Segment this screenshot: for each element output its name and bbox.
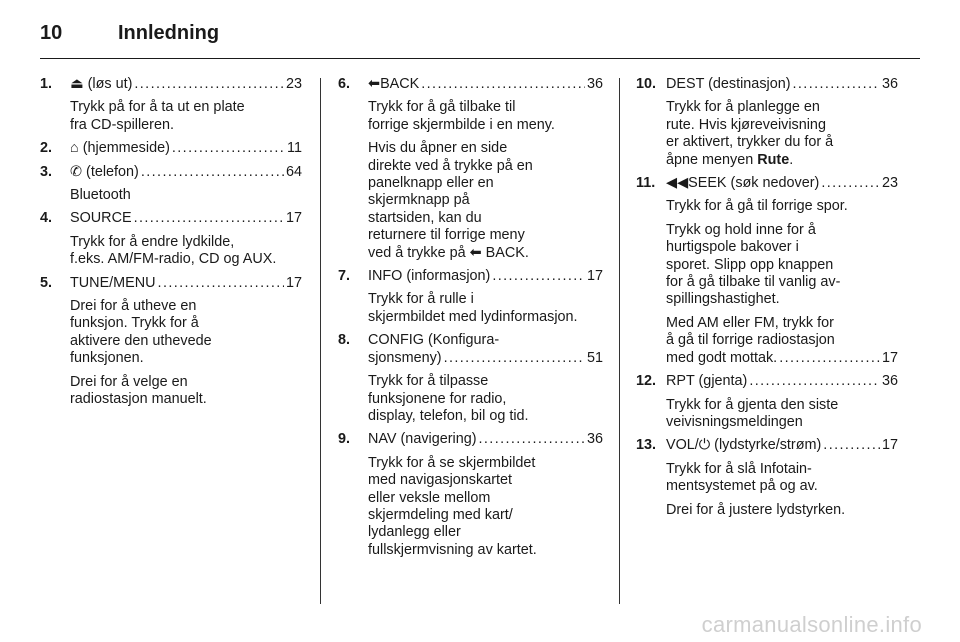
description-paragraph: Trykk på for å ta ut en plate fra CD-spilleren. [70, 99, 245, 133]
item-label: VOL/⏻ (lydstyrke/strøm) [666, 437, 822, 454]
list-item [636, 76, 898, 169]
item-number: 11. [636, 175, 656, 192]
item-number: 2. [40, 140, 53, 157]
description-paragraph: Trykk for å gå til forrige spor. [666, 198, 848, 215]
back-arrow-icon: ⬅ [368, 76, 381, 92]
seek-back-icon: ◀◀ [666, 175, 689, 192]
item-number: 3. [40, 163, 53, 180]
item-heading [636, 437, 898, 454]
item-description [368, 99, 603, 262]
item-description [70, 187, 302, 204]
leader-dots [421, 76, 585, 93]
description-paragraph: Trykk for å rulle i skjermbildet med lydinformasjon. [368, 291, 578, 325]
item-description [368, 455, 603, 559]
item-heading [338, 332, 603, 349]
item-number: 1. [40, 76, 53, 92]
leader-dots [134, 210, 284, 227]
item-description [666, 99, 898, 169]
watermark[interactable]: carmanualsonline.info [701, 612, 922, 637]
phone-icon: ✆ [70, 163, 83, 180]
list-item [338, 268, 603, 326]
item-heading [40, 210, 302, 227]
leader-dots [479, 431, 585, 448]
item-label: CONFIG (Konfigura- [368, 332, 500, 349]
item-label: DEST (destinasjon) [666, 76, 791, 92]
home-icon: ⌂ [70, 140, 79, 157]
list-item [40, 140, 302, 157]
item-heading [40, 275, 302, 292]
list-item [636, 175, 898, 367]
item-label: ⬅BACK [368, 76, 420, 92]
leader-dots [779, 350, 880, 367]
item-heading [338, 76, 603, 93]
description-paragraph: Trykk for å endre lydkilde, f.eks. AM/FM-radio, CD og AUX. [70, 233, 277, 268]
list-item [338, 431, 603, 559]
list-item [40, 210, 302, 268]
leader-dots [492, 268, 585, 285]
leader-dots [749, 373, 880, 390]
item-heading [40, 76, 302, 93]
item-heading [636, 76, 898, 93]
item-description [70, 99, 302, 134]
item-number: 7. [338, 268, 351, 285]
description-paragraph: Trykk for å gjenta den siste veivisningsmeldingen [666, 396, 839, 430]
item-label: ◀◀SEEK (søk nedover) [666, 175, 820, 192]
list-item [338, 332, 603, 425]
item-page: 17 [285, 210, 302, 227]
item-page: 64 [285, 163, 302, 180]
item-heading [338, 431, 603, 448]
item-description [666, 461, 898, 519]
item-page: 23 [881, 175, 898, 192]
description-paragraph: Trykk for å se skjermbildet med navigasjonskartet eller veksle mellom skjermdeling med kart/ lydanlegg eller fullskjermvisning av kartet. [368, 454, 537, 558]
description-paragraph: Drei for å utheve en funksjon. Trykk for å aktivere den uthevede funksjonen. [70, 298, 212, 367]
item-number: 4. [40, 210, 53, 227]
page-header [40, 18, 219, 48]
leader-dots [134, 76, 284, 93]
item-number: 6. [338, 76, 351, 92]
description-paragraph: Trykk for å slå Infotain- mentsystemet på og av. [666, 460, 818, 495]
leader-dots [821, 175, 880, 192]
list-item [338, 76, 603, 262]
item-description [666, 397, 898, 432]
description-paragraph: Bluetooth [70, 187, 131, 204]
page-title: Innledning [118, 22, 220, 44]
item-number: 9. [338, 431, 351, 448]
list-item [40, 76, 302, 134]
description-paragraph: Med AM eller FM, trykk for å gå til forrige radiostasjon med godt mottak. . . . 17 [666, 315, 898, 367]
page-number: 10 [40, 22, 63, 44]
leader-dots [172, 140, 285, 157]
description-paragraph: Trykk for å tilpasse funksjonene for radio, display, telefon, bil og tid. [368, 373, 529, 424]
item-description [666, 198, 898, 367]
item-page: 23 [285, 76, 302, 92]
item-number: 8. [338, 332, 351, 349]
item-label: INFO (informasjon) [368, 268, 491, 285]
eject-icon: ⏏ [70, 76, 84, 92]
column-1 [40, 76, 302, 415]
leader-dots [141, 164, 284, 181]
description-paragraph: Drei for å justere lydstyrken. [666, 501, 846, 518]
item-heading [40, 164, 302, 181]
item-page: 36 [881, 373, 898, 390]
item-page: 51 [586, 349, 603, 366]
item-heading [338, 268, 603, 285]
description-paragraph: Drei for å velge en radiostasjon manuelt. [70, 373, 207, 408]
item-page: 11 [287, 140, 302, 157]
item-label: ⏏ (løs ut) [70, 76, 133, 92]
item-label: ✆ (telefon) [70, 163, 139, 180]
list-item [636, 373, 898, 431]
item-page: 17 [285, 274, 302, 291]
column-divider [619, 78, 620, 604]
list-item [636, 437, 898, 519]
item-label: ⌂ (hjemmeside) [70, 140, 170, 157]
description-paragraph: Trykk og hold inne for å hurtigspole bakover i sporet. Slipp opp knappen for å gå tilbake til vanlig av- spillingshastighet. [666, 221, 841, 308]
leader-dots [444, 350, 585, 367]
item-label: RPT (gjenta) [666, 373, 748, 390]
item-label: SOURCE [70, 210, 132, 227]
item-description [368, 291, 603, 326]
item-heading [636, 373, 898, 390]
item-page: 17 [586, 268, 603, 285]
item-page: 36 [586, 76, 603, 92]
item-heading [666, 350, 898, 367]
item-number: 12. [636, 373, 657, 390]
item-number: 5. [40, 274, 53, 291]
menu-name: Rute [757, 151, 790, 168]
item-heading [40, 140, 302, 157]
item-label: med godt mottak. [666, 349, 778, 366]
leader-dots [793, 76, 880, 93]
column-2 [338, 76, 603, 565]
list-item [40, 164, 302, 205]
description-paragraph: Trykk for å planlegge en rute. Hvis kjøreveivisning er aktivert, trykker du for å åpne menyen Rute. [666, 99, 834, 168]
item-number: 10. [636, 76, 657, 92]
description-paragraph: Hvis du åpner en side direkte ved å trykke på en panelknapp eller en skjermknapp på startsiden, kan du returnere til forrige meny ved å trykke på ⬅ BACK. [368, 140, 533, 261]
list-item [40, 275, 302, 409]
item-label: TUNE/MENU [70, 274, 156, 291]
item-page: 17 [881, 437, 898, 454]
item-label: sjonsmeny) [368, 349, 442, 366]
item-description [70, 298, 302, 408]
item-description [70, 234, 302, 269]
column-divider [320, 78, 321, 604]
item-label: NAV (navigering) [368, 431, 477, 448]
item-description [368, 373, 603, 425]
item-heading [338, 350, 603, 367]
item-page: 17 [881, 349, 898, 366]
item-page: 36 [586, 431, 603, 448]
item-heading [636, 175, 898, 192]
item-number: 13. [636, 437, 657, 454]
leader-dots [158, 275, 284, 292]
item-page: 36 [881, 76, 898, 92]
description-paragraph: Trykk for å gå tilbake til forrige skjermbilde i en meny. [368, 99, 555, 133]
column-3 [636, 76, 898, 525]
leader-dots [823, 437, 880, 454]
header-rule [40, 58, 920, 59]
